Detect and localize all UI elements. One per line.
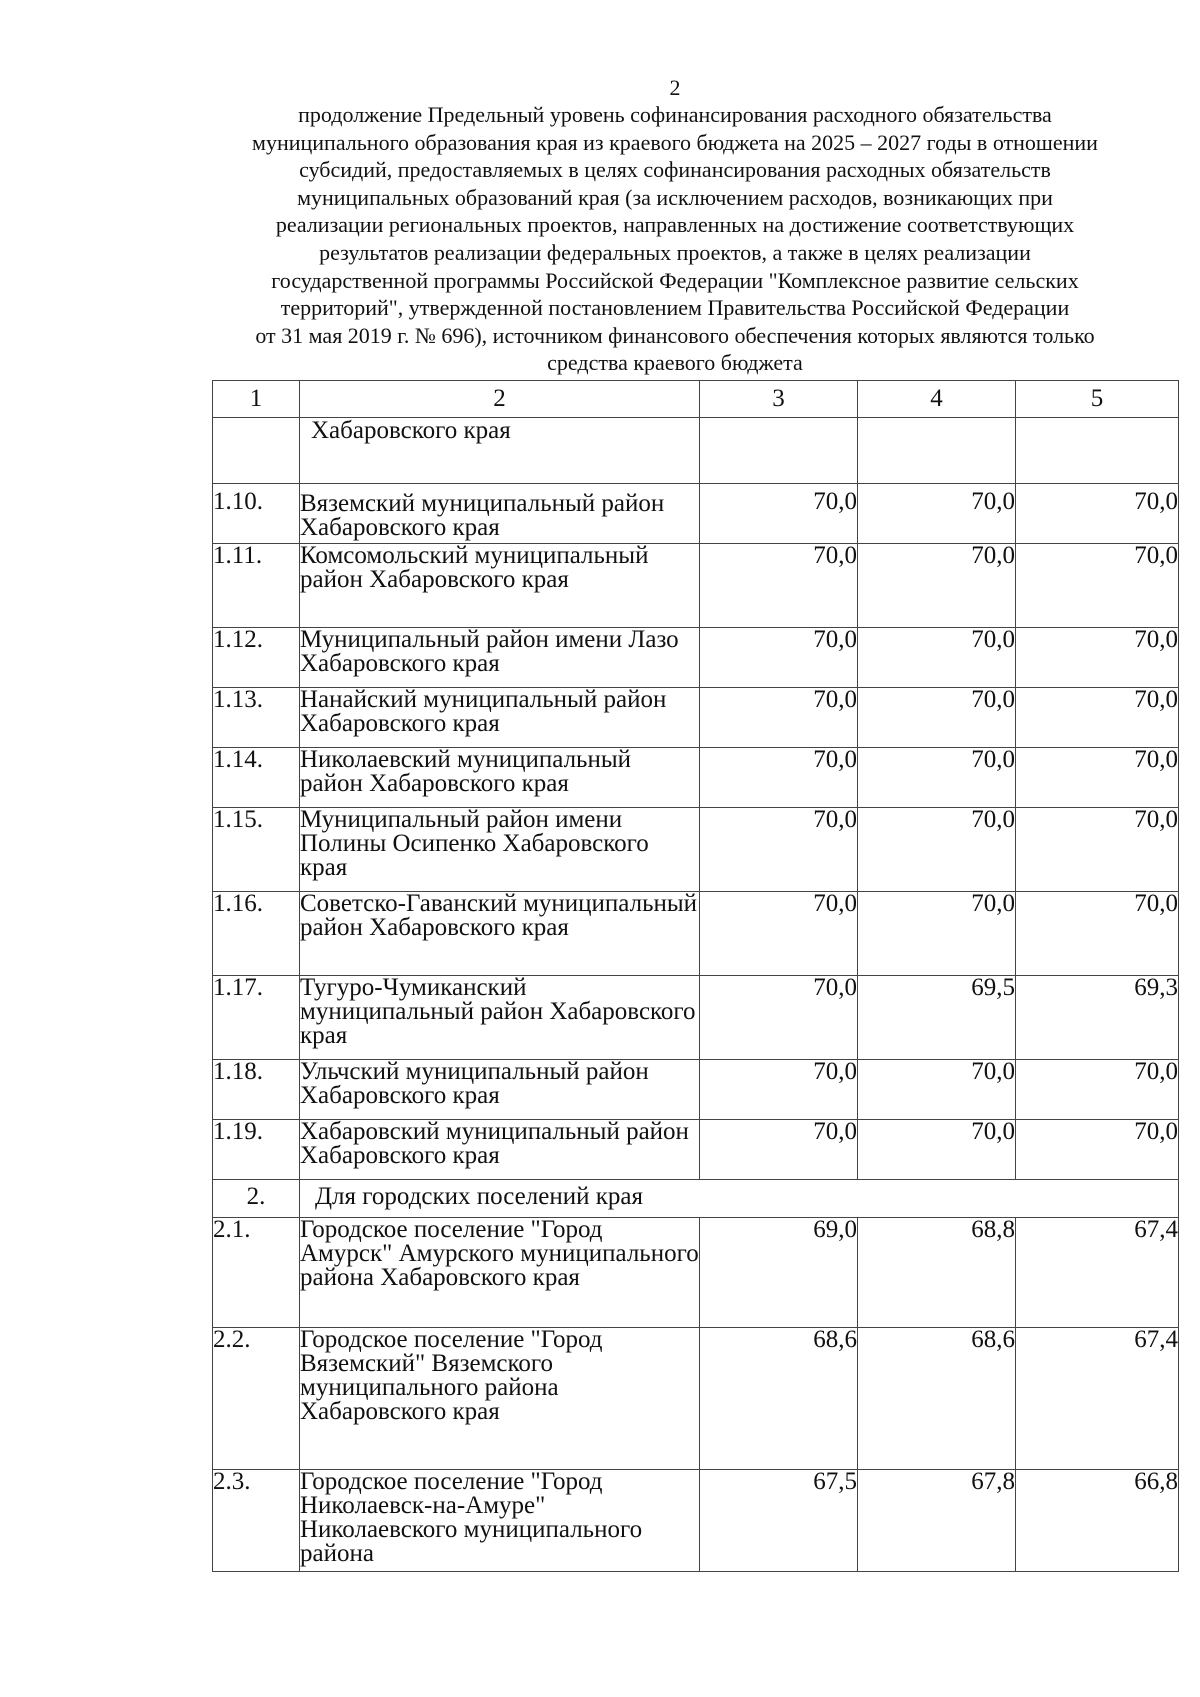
column-header: 1 (213, 381, 300, 418)
value-cell (1016, 418, 1179, 484)
value-cell: 70,0 (700, 688, 858, 748)
table-row (213, 976, 1179, 1060)
column-header: 5 (1016, 381, 1179, 418)
value-cell: 70,0 (858, 688, 1016, 748)
heading-line: государственной программы Российской Федерации "Комплексное развитие сельских (271, 267, 1079, 293)
value-cell: 68,6 (858, 1328, 1016, 1470)
value-cell: 70,0 (858, 544, 1016, 628)
heading-line: муниципальных образований края (за исключением расходов, возникающих при (297, 184, 1053, 210)
row-number-cell: 2.3. (213, 1470, 300, 1572)
value-cell: 70,0 (858, 1060, 1016, 1120)
row-number-cell (213, 418, 300, 484)
table-row (213, 1120, 1179, 1180)
heading-line: средства краевого бюджета (547, 350, 803, 376)
value-cell: 68,8 (858, 1218, 1016, 1328)
table-row (213, 1060, 1179, 1120)
table-row (213, 628, 1179, 688)
municipality-name-cell: Нанайский муниципальный район Хабаровского края (300, 688, 700, 748)
value-cell: 70,0 (700, 628, 858, 688)
value-cell: 67,4 (1016, 1218, 1179, 1328)
row-number-cell: 1.10. (213, 484, 300, 544)
row-number-cell: 1.13. (213, 688, 300, 748)
value-cell: 70,0 (700, 748, 858, 808)
value-cell: 70,0 (1016, 808, 1179, 892)
row-number-cell: 1.19. (213, 1120, 300, 1180)
table-header-row (213, 381, 1179, 418)
value-cell: 70,0 (1016, 628, 1179, 688)
table-row (213, 1328, 1179, 1470)
value-cell: 70,0 (700, 484, 858, 544)
value-cell: 70,0 (858, 892, 1016, 976)
value-cell: 67,4 (1016, 1328, 1179, 1470)
heading-line: результатов реализации федеральных проектов, а также в целях реализации (319, 239, 1031, 265)
table-row (213, 808, 1179, 892)
municipality-name-cell: Николаевский муниципальный район Хабаровского края (300, 748, 700, 808)
row-number-cell: 1.17. (213, 976, 300, 1060)
value-cell: 70,0 (1016, 1060, 1179, 1120)
value-cell: 70,0 (858, 1120, 1016, 1180)
cofinancing-table (212, 380, 1179, 1572)
municipality-name-cell: Хабаровский муниципальный район Хабаровского края (300, 1120, 700, 1180)
municipality-name-cell: Муниципальный район имени Лазо Хабаровского края (300, 628, 700, 688)
row-number-cell: 1.14. (213, 748, 300, 808)
value-cell: 70,0 (700, 1120, 858, 1180)
value-cell: 67,8 (858, 1470, 1016, 1572)
value-cell: 70,0 (700, 976, 858, 1060)
value-cell: 70,0 (1016, 892, 1179, 976)
row-number-cell: 1.18. (213, 1060, 300, 1120)
municipality-name-cell: Муниципальный район имени Полины Осипенко Хабаровского края (300, 808, 700, 892)
section-title-cell: Для городских поселений края (300, 1180, 1179, 1218)
column-header: 4 (858, 381, 1016, 418)
table-row (213, 484, 1179, 544)
value-cell: 69,0 (700, 1218, 858, 1328)
table-row (213, 1218, 1179, 1328)
heading-line: реализации региональных проектов, направленных на достижение соответствующих (275, 212, 1075, 238)
value-cell (858, 418, 1016, 484)
table-row-continuation (213, 418, 1179, 484)
page-number: 2 (669, 75, 681, 100)
row-number-cell: 2.2. (213, 1328, 300, 1470)
value-cell: 66,8 (1016, 1470, 1179, 1572)
value-cell: 70,0 (1016, 688, 1179, 748)
heading-line: территорий", утвержденной постановлением Правительства Российской Федерации (280, 295, 1070, 321)
value-cell: 70,0 (858, 748, 1016, 808)
document-heading (200, 101, 1150, 377)
heading-line: продолжение Предельный уровень софинансирования расходного обязательства (298, 102, 1052, 127)
value-cell: 70,0 (858, 484, 1016, 544)
heading-line: субсидий, предоставляемых в целях софинансирования расходных обязательств (299, 157, 1051, 183)
value-cell (700, 418, 858, 484)
table-row (213, 688, 1179, 748)
value-cell: 69,5 (858, 976, 1016, 1060)
municipality-name-cell: Городское поселение "Город Вяземский" Вяземского муниципального района Хабаровского края (300, 1328, 700, 1470)
heading-line: муниципального образования края из краевого бюджета на 2025 – 2027 годы в отношении (252, 129, 1098, 155)
value-cell: 70,0 (700, 892, 858, 976)
value-cell: 67,5 (700, 1470, 858, 1572)
section-row (213, 1180, 1179, 1218)
column-header: 2 (300, 381, 700, 418)
value-cell: 68,6 (700, 1328, 858, 1470)
municipality-name-cell: Советско-Гаванский муниципальный район Хабаровского края (300, 892, 700, 976)
value-cell: 70,0 (700, 1060, 858, 1120)
municipality-name-cell: Ульчский муниципальный район Хабаровского края (300, 1060, 700, 1120)
value-cell: 70,0 (1016, 544, 1179, 628)
value-cell: 70,0 (1016, 748, 1179, 808)
value-cell: 70,0 (858, 808, 1016, 892)
table-row (213, 544, 1179, 628)
section-number-cell: 2. (213, 1180, 300, 1218)
column-header: 3 (700, 381, 858, 418)
municipality-name-cell: Городское поселение "Город Николаевск-на-Амуре" Николаевского муниципального района (300, 1470, 700, 1572)
value-cell: 70,0 (700, 544, 858, 628)
value-cell: 70,0 (700, 808, 858, 892)
row-number-cell: 1.16. (213, 892, 300, 976)
value-cell: 70,0 (1016, 1120, 1179, 1180)
municipality-name-cell: Хабаровского края (300, 418, 700, 484)
municipality-name-cell: Тугуро-Чумиканский муниципальный район Хабаровского края (300, 976, 700, 1060)
value-cell: 69,3 (1016, 976, 1179, 1060)
row-number-cell: 1.11. (213, 544, 300, 628)
row-number-cell: 2.1. (213, 1218, 300, 1328)
municipality-name-cell: Городское поселение "Город Амурск" Амурского муниципального района Хабаровского края (300, 1218, 700, 1328)
municipality-name-cell: Вяземский муниципальный район Хабаровского края (300, 484, 700, 544)
table-row (213, 1470, 1179, 1572)
table-row (213, 892, 1179, 976)
value-cell: 70,0 (1016, 484, 1179, 544)
heading-line: от 31 мая 2019 г. № 696), источником финансового обеспечения которых являются только (255, 322, 1095, 348)
table-row (213, 748, 1179, 808)
row-number-cell: 1.15. (213, 808, 300, 892)
row-number-cell: 1.12. (213, 628, 300, 688)
municipality-name-cell: Комсомольский муниципальный район Хабаровского края (300, 544, 700, 628)
value-cell: 70,0 (858, 628, 1016, 688)
